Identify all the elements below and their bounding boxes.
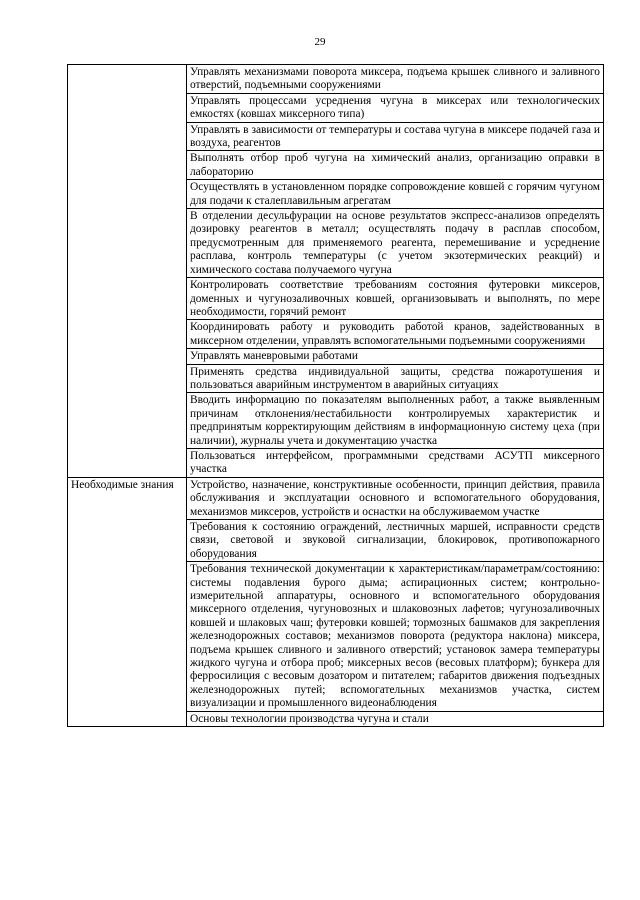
table-cell: Управлять механизмами поворота миксера, подъема крышек сливного и заливного отверстий, подъемными сооружениями [187,65,604,94]
table-cell: Контролировать соответствие требованиям состояния футеровки миксеров, доменных и чугунозаливочных ковшей, организовывать и выполнять, по мере необходимости, горячий ремонт [187,278,604,320]
table-cell: Требования к состоянию ограждений, лестничных маршей, исправности средств связи, световой и звуковой сигнализации, блокировок, противопожарного оборудования [187,520,604,562]
table-cell: Применять средства индивидуальной защиты, средства пожаротушения и пользоваться аварийным инструментом в аварийных ситуациях [187,364,604,393]
table-cell: Управлять в зависимости от температуры и состава чугуна в миксере подачей газа и воздуха, реагентов [187,122,604,151]
table-row [68,65,604,94]
table-cell: Основы технологии производства чугуна и стали [187,711,604,726]
page-number: 29 [314,36,326,48]
section-label [68,65,187,478]
table-cell: Управлять процессами усреднения чугуна в миксерах или технологических емкостях (ковшах миксерного типа) [187,93,604,122]
table-cell: Вводить информацию по показателям выполненных работ, а также выявленным причинам отклонения/нестабильности контролируемых характеристик и предпринятым корректирующим действиям в информационную систему цеха (при наличии), журналы учета и документацию участка [187,393,604,449]
table-row [68,477,604,519]
table-cell: Осуществлять в установленном порядке сопровождение ковшей с горячим чугуном для подачи к сталеплавильным агрегатам [187,180,604,209]
competency-table [67,64,604,727]
table-cell: Управлять маневровыми работами [187,349,604,364]
section-label-knowledge: Необходимые знания [68,477,187,726]
table-cell: В отделении десульфурации на основе результатов экспресс-анализов определять дозировку реагентов в металл; осуществлять подачу в расплав способом, предусмотренным для применяемого реагента, перемешивание и усреднение расплава, контроль температуры (с учетом экзотермических реакций) и химического состава получаемого чугуна [187,209,604,278]
table-cell: Пользоваться интерфейсом, программными средствами АСУТП миксерного участка [187,448,604,477]
table-cell: Требования технической документации к характеристикам/параметрам/состоянию: системы подавления бурого дыма; аспирационных систем; контрольно-измерительной аппаратуры, основного и вспомогательного оборудования миксерного отделения, чугуновозных и шлаковозных лафетов; чугунозаливочных ковшей и шлаковых чаш; футеровки ковшей; тормозных башмаков для закрепления железнодорожных составов; механизмов поворота (редуктора наклона) миксера, подъема крышек сливного и заливного отверстий; установок замера температуры жидкого чугуна и отбора проб; миксерных весов (весовых платформ); бункера для ферросилиция с весовым дозатором и питателем; габаритов движения подъездных железнодорожных путей; вспомогательных механизмов участка, систем визуализации и промышленного видеонаблюдения [187,562,604,711]
table-cell: Выполнять отбор проб чугуна на химический анализ, организацию оправки в лабораторию [187,151,604,180]
table-cell: Устройство, назначение, конструктивные особенности, принцип действия, правила обслуживания и эксплуатации основного и вспомогательного оборудования, механизмов миксеров, устройств и оснастки на обслуживаемом участке [187,477,604,519]
table-cell: Координировать работу и руководить работой кранов, задействованных в миксерном отделении, управлять вспомогательными подъемными сооружениями [187,320,604,349]
